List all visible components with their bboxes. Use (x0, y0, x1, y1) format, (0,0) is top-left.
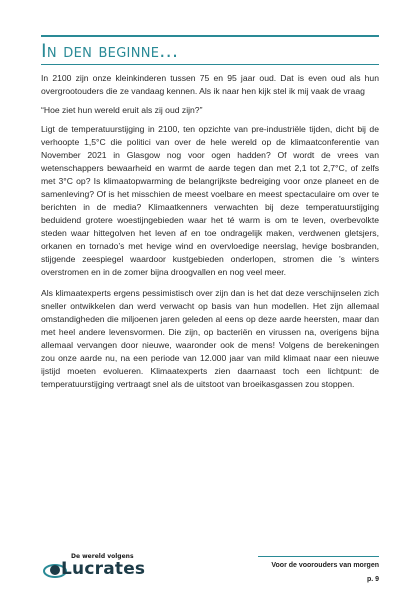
paragraph-2-quote: “Hoe ziet hun wereld eruit als zij oud zijn?” (41, 105, 203, 115)
footer-rule (258, 556, 379, 557)
paragraph-4: Als klimaatexperts ergens pessimistisch over zijn dan is het dat deze verschijnselen zich sneller ontwikkelen dan werd verwacht op basis van hun modellen. Het zijn allemaal omstandigheden die miljoenen jaren geleden al eens op deze aarde heersten, maar dan met heel andere levensvormen. Die zijn, op bacteriën en virussen na, overigens bijna allemaal vervangen door nieuwe, waaronder ook de mens! Volgens de berekeningen zou onze aarde nu, na een periode van 12.000 jaar van mild klimaat naar een nieuwe ijstijd moeten evolueren. Klimaatexperts zien daarnaast toch een lichtpunt: de temperatuurstijging vertraagt snel als de uitstoot van broeikasgassen zou stoppen. (41, 288, 379, 389)
logo-wordmark: Lucrates (61, 559, 146, 579)
lucrates-logo (41, 553, 161, 583)
page-number: p. 9 (366, 576, 379, 583)
paragraph-3: Ligt de temperatuurstijging in 2100, ten opzichte van pre-industriële tijden, dicht bij de verhoopte 1,5°C die politici van over de hele wereld op de klimaatconferentie van November 2021 in Glasgow nog voor ogen hadden? Of wordt de vrees van wetenschappers bewaarheid en warmt de aarde tegen dan met 2,1 tot 2,7°C, of zelfs met 3°C op? Is klimaatopwarming de belangrijkste bedreiging voor onze planeet en de samenleving? Of is het misschien de meest voelbare en meest spectaculaire om over te berichten in de media? Klimaatkenners verwachten bij deze temperatuurstijging beduidend grotere woestijngebieden waar het té warm is om te leven, overbevolkte steden waar hittegolven het leven af en toe ondragelijk maken, verdwenen gletsjers, orkanen en tornado’s met hevige wind en overvloedige neerslag, hevige bosbranden, stijgende zeespiegel waardoor kustgebieden onderlopen, stromen die ’s winters overstromen en in de zomer bijna droogvallen en nog veel meer. (41, 124, 379, 277)
logo-tagline: De wereld volgens (71, 553, 134, 560)
paragraph-1: In 2100 zijn onze kleinkinderen tussen 75 en 95 jaar oud. Dat is even oud als hun overgrootouders die ze vandaag kennen. Als ik naar hen kijk stel ik mij vaak de vraag (41, 73, 379, 96)
footer-book-title: Voor de voorouders van morgen (271, 562, 379, 569)
body-text (41, 72, 379, 399)
top-rule (41, 35, 379, 37)
title-underline (41, 64, 379, 65)
page-title: In den beginne... (41, 40, 179, 62)
